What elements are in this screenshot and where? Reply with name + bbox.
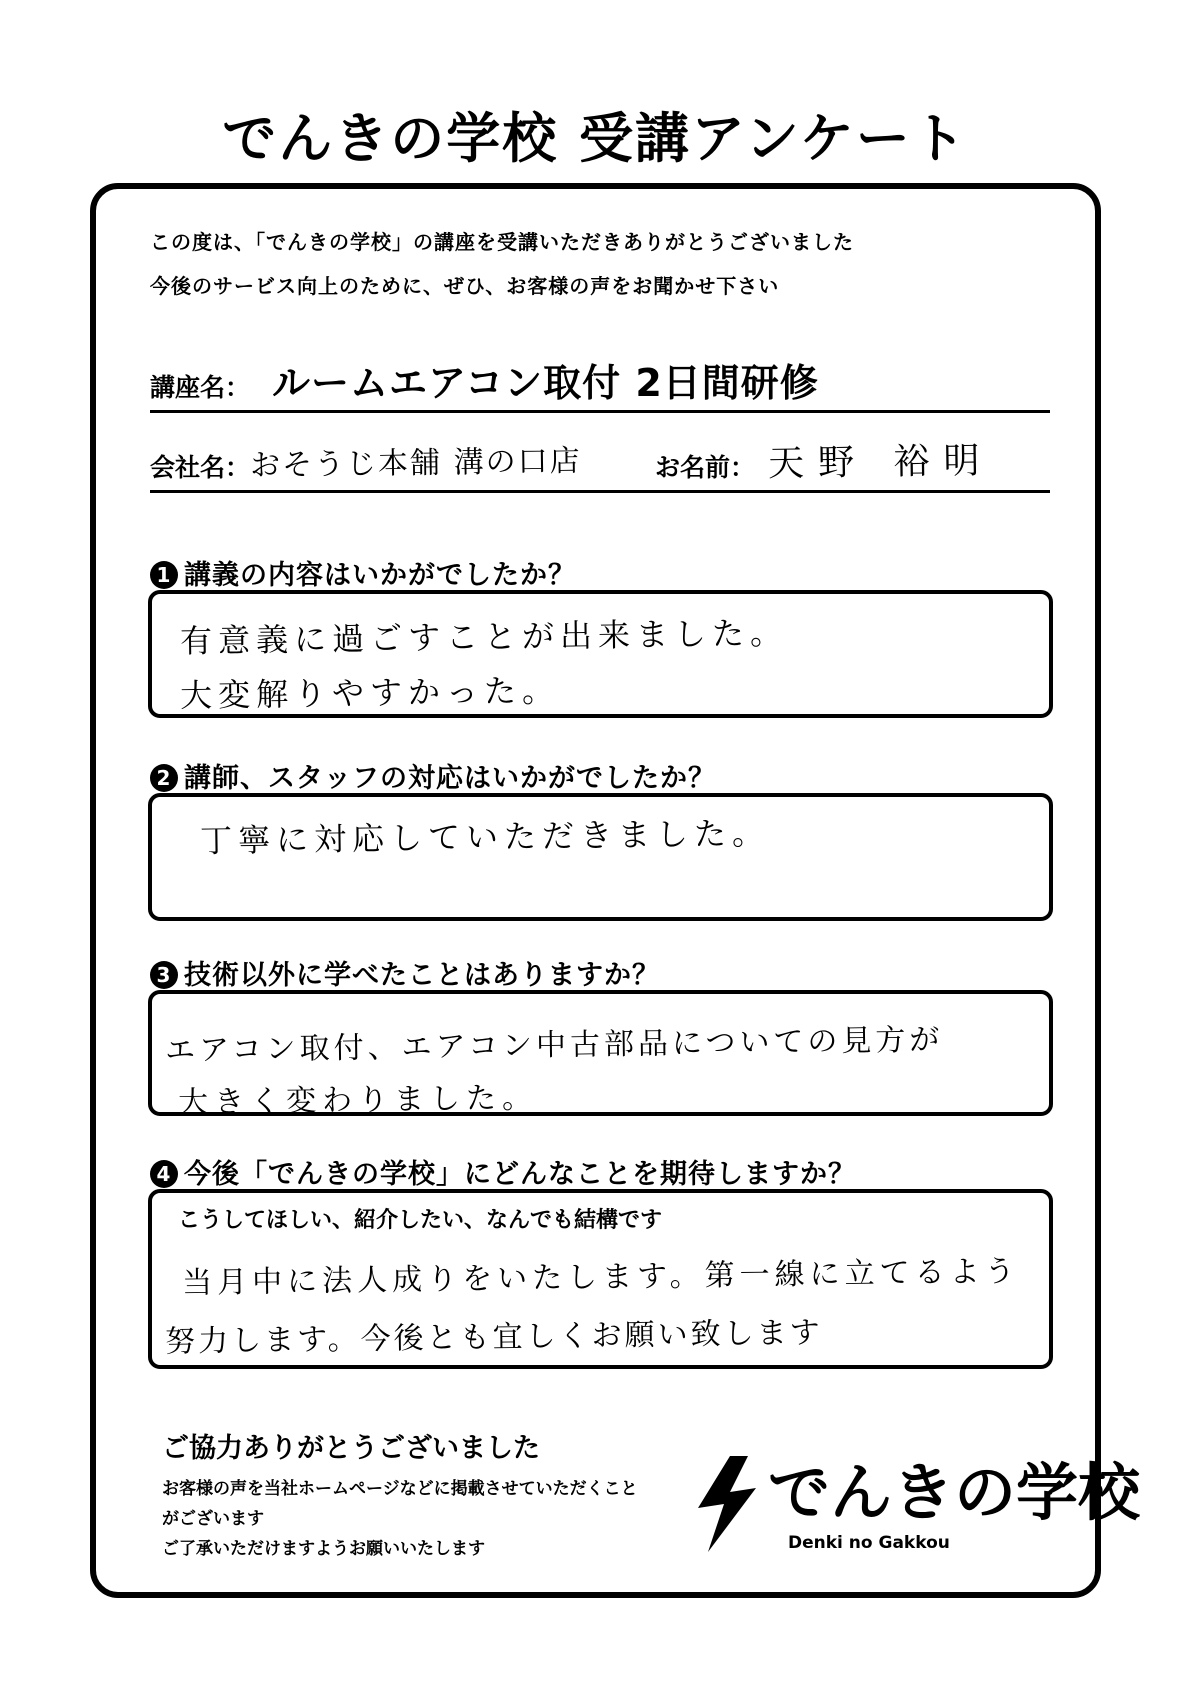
answer-4-line-2: 努力します。今後とも宜しくお願い致します [164, 1315, 823, 1360]
answer-4-line-1: 当月中に法人成りをいたします。第一線に立てるよう [181, 1254, 1020, 1301]
question-2 [150, 756, 716, 795]
question-2-text: 講師、スタッフの対応はいかがでしたか？ [184, 763, 716, 794]
course-label: 講座名： [150, 373, 251, 402]
footer-note-line-2: がございます [162, 1509, 264, 1529]
intro-line-2: 今後のサービス向上のために、ぜひ、お客様の声をお聞かせ下さい [150, 274, 780, 298]
question-number-3: 3 [150, 961, 178, 989]
answer-3-line-1: エアコン取付、エアコン中古部品についての見方が [164, 1022, 944, 1069]
question-number-1: 1 [150, 561, 178, 589]
name-value: 天野 裕明 [767, 440, 994, 485]
intro-line-1: この度は、「でんきの学校」の講座を受講いただきありがとうございました [150, 230, 854, 254]
footer-note-line-3: ご了承いただけますようお願いいたします [162, 1539, 485, 1559]
answer-1-line-1: 有意義に過ごすことが出来ました。 [179, 613, 789, 661]
thanks-heading: ご協力ありがとうございました [162, 1433, 540, 1464]
respondent-underline [150, 490, 1050, 493]
footer-note-line-1: お客様の声を当社ホームページなどに掲載させていただくこと [162, 1479, 638, 1499]
question-3 [150, 953, 660, 992]
question-3-text: 技術以外に学べたことはありますか？ [184, 960, 660, 991]
question-1-text: 講義の内容はいかがでしたか？ [184, 560, 576, 591]
course-name: ルームエアコン取付 2日間研修 [272, 361, 819, 405]
logo-text-main: でんきの学校 [768, 1456, 1141, 1529]
question-4-text: 今後「でんきの学校」にどんなことを期待しますか？ [184, 1159, 856, 1190]
denki-no-gakkou-logo [690, 1448, 1141, 1558]
company-value: おそうじ本舗 溝の口店 [249, 443, 582, 484]
name-label: お名前： [655, 453, 756, 482]
lightning-bolt-icon [698, 1456, 756, 1552]
company-label: 会社名： [150, 453, 251, 482]
logo-text-romaji: Denki no Gakkou [788, 1533, 950, 1553]
question-number-4: 4 [150, 1160, 178, 1188]
answer-4-hint: こうしてほしい、紹介したい、なんでも結構です [178, 1208, 663, 1233]
question-1 [150, 553, 576, 592]
answer-3-line-2: 大きく変わりました。 [177, 1080, 539, 1121]
question-number-2: 2 [150, 764, 178, 792]
answer-2-line-1: 丁寧に対応していただきました。 [199, 814, 771, 860]
logo-svg [690, 1448, 1141, 1558]
course-underline [150, 410, 1050, 413]
answer-1-line-2: 大変解りやすかった。 [179, 671, 561, 715]
question-4 [150, 1152, 856, 1191]
page-title: でんきの学校 受講アンケート [222, 107, 968, 170]
